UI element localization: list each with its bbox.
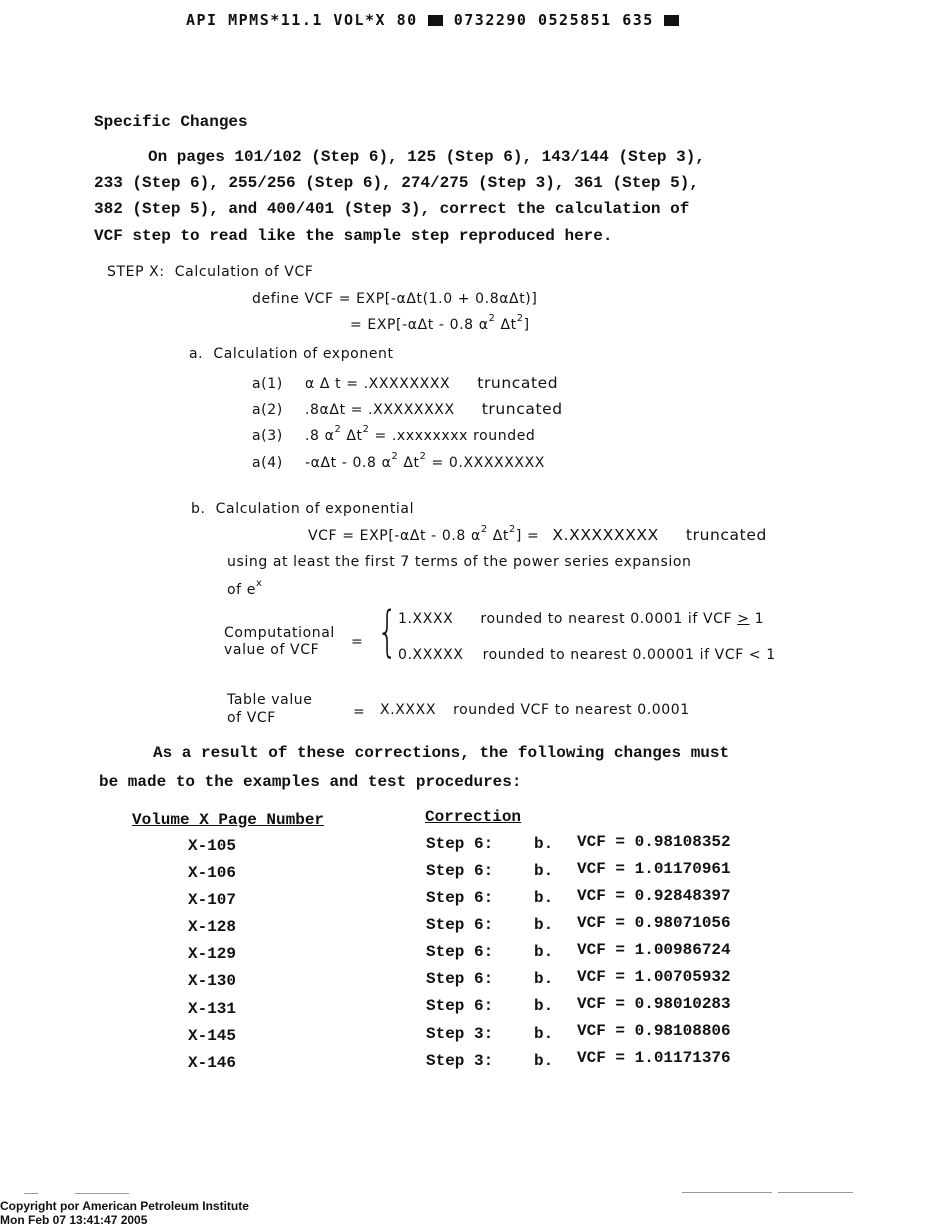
of-e-line: of $e^x$ [227,578,263,598]
exponent-item-a3: a(3) .8 $\alpha^2$ $\Delta t^2$ = .xxxxxxxx rounded [252,424,536,444]
scan-artifact-line [682,1192,772,1193]
case-1-line: 1.XXXX rounded to nearest 0.0001 if VCF > 1 [398,611,765,627]
sub-a-heading: a. Calculation of exponent [189,346,394,362]
intro-line: On pages 101/102 (Step 6), 125 (Step 6), 143/144 (Step 3), [148,148,705,166]
step-title: Calculation of VCF [174,264,314,280]
scan-artifact-line [778,1192,853,1193]
vcf-exponential-line: VCF = EXP[-αΔt - 0.8 $\alpha^2$ $\Delta t^2$] = X.XXXXXXXX truncated [308,524,767,544]
table-cell-step: Step 6: [426,916,494,934]
table-cell-sub: b. [534,835,554,853]
footer-timestamp: Mon Feb 07 13:41:47 2005 [0,1213,148,1227]
column-header-correction: Correction [425,808,522,826]
table-cell-step: Step 6: [426,835,494,853]
scan-artifact-line [24,1193,38,1194]
table-cell-vcf: VCF = 1.01171376 [577,1049,731,1067]
footer-copyright: Copyright por American Petroleum Institute [0,1199,249,1213]
table-cell-vcf: VCF = 1.00705932 [577,968,731,986]
table-cell-page: X-131 [188,1000,237,1018]
black-box-icon [664,15,679,26]
doc-code-1: 0732290 [453,11,528,29]
table-cell-page: X-105 [188,837,237,855]
equals-line: = EXP[-αΔt - 0.8 $\alpha^2$ $\Delta t^2$] [350,313,530,333]
table-value-line: X.XXXX rounded VCF to nearest 0.0001 [380,702,690,718]
table-cell-step: Step 6: [426,997,494,1015]
document-header [186,11,679,29]
table-cell-sub: b. [534,1025,554,1043]
table-cell-sub: b. [534,862,554,880]
table-cell-sub: b. [534,916,554,934]
doc-code-2: 0525851 [538,11,612,29]
case-2-line: 0.XXXXX rounded to nearest 0.00001 if VCF < 1 [398,647,776,663]
result-line: be made to the examples and test procedures: [99,773,522,791]
table-cell-page: X-145 [188,1027,237,1045]
table-cell-step: Step 6: [426,943,494,961]
table-value-label-2: of VCF [227,710,276,726]
table-cell-page: X-129 [188,945,237,963]
section-title: Specific Changes [94,113,248,131]
result-line: As a result of these corrections, the following changes must [153,744,730,762]
table-cell-vcf: VCF = 0.98010283 [577,995,731,1013]
table-cell-vcf: VCF = 0.98108352 [577,833,731,851]
computational-label-2: value of VCF [224,642,320,658]
table-cell-page: X-130 [188,972,237,990]
table-cell-vcf: VCF = 0.98108806 [577,1022,731,1040]
table-cell-sub: b. [534,1052,554,1070]
table-cell-step: Step 6: [426,889,494,907]
intro-line: 382 (Step 5), and 400/401 (Step 3), correct the calculation of [94,200,690,218]
table-value-label: Table value [227,692,313,708]
left-brace-icon: { [377,600,398,663]
exponent-item-a2: a(2) .8αΔt = .XXXXXXXX truncated [252,400,563,418]
black-box-icon [428,15,443,26]
table-cell-page: X-128 [188,918,237,936]
doc-code-3: 635 [622,11,654,29]
define-line: define VCF = EXP[-αΔt(1.0 + 0.8αΔt)] [252,291,538,307]
table-cell-vcf: VCF = 1.01170961 [577,860,731,878]
doc-code: API MPMS*11.1 VOL*X 80 [186,11,418,29]
table-value-equals: = [353,704,366,720]
table-cell-step: Step 6: [426,862,494,880]
table-cell-vcf: VCF = 0.98071056 [577,914,731,932]
table-cell-vcf: VCF = 0.92848397 [577,887,731,905]
step-heading [107,264,314,280]
column-header-page: Volume X Page Number [132,811,325,829]
exponent-item-a4: a(4) -αΔt - 0.8 $\alpha^2$ $\Delta t^2$ = 0.XXXXXXXX [252,451,545,471]
computational-label: Computational [224,625,335,641]
table-cell-vcf: VCF = 1.00986724 [577,941,731,959]
table-cell-step: Step 6: [426,970,494,988]
table-cell-step: Step 3: [426,1025,494,1043]
series-line: using at least the first 7 terms of the power series expansion [227,554,692,570]
step-label: STEP X: [107,264,165,280]
table-cell-sub: b. [534,889,554,907]
computational-equals: = [351,634,364,650]
table-cell-step: Step 3: [426,1052,494,1070]
sub-b-heading: b. Calculation of exponential [191,501,415,517]
table-cell-sub: b. [534,970,554,988]
intro-line: VCF step to read like the sample step reproduced here. [94,227,613,245]
exponent-item-a1: a(1) α Δ t = .XXXXXXXX truncated [252,374,559,392]
table-cell-page: X-106 [188,864,237,882]
table-cell-page: X-107 [188,891,237,909]
table-cell-sub: b. [534,997,554,1015]
table-cell-sub: b. [534,943,554,961]
intro-line: 233 (Step 6), 255/256 (Step 6), 274/275 (Step 3), 361 (Step 5), [94,174,699,192]
scan-artifact-line [75,1193,129,1194]
table-cell-page: X-146 [188,1054,237,1072]
